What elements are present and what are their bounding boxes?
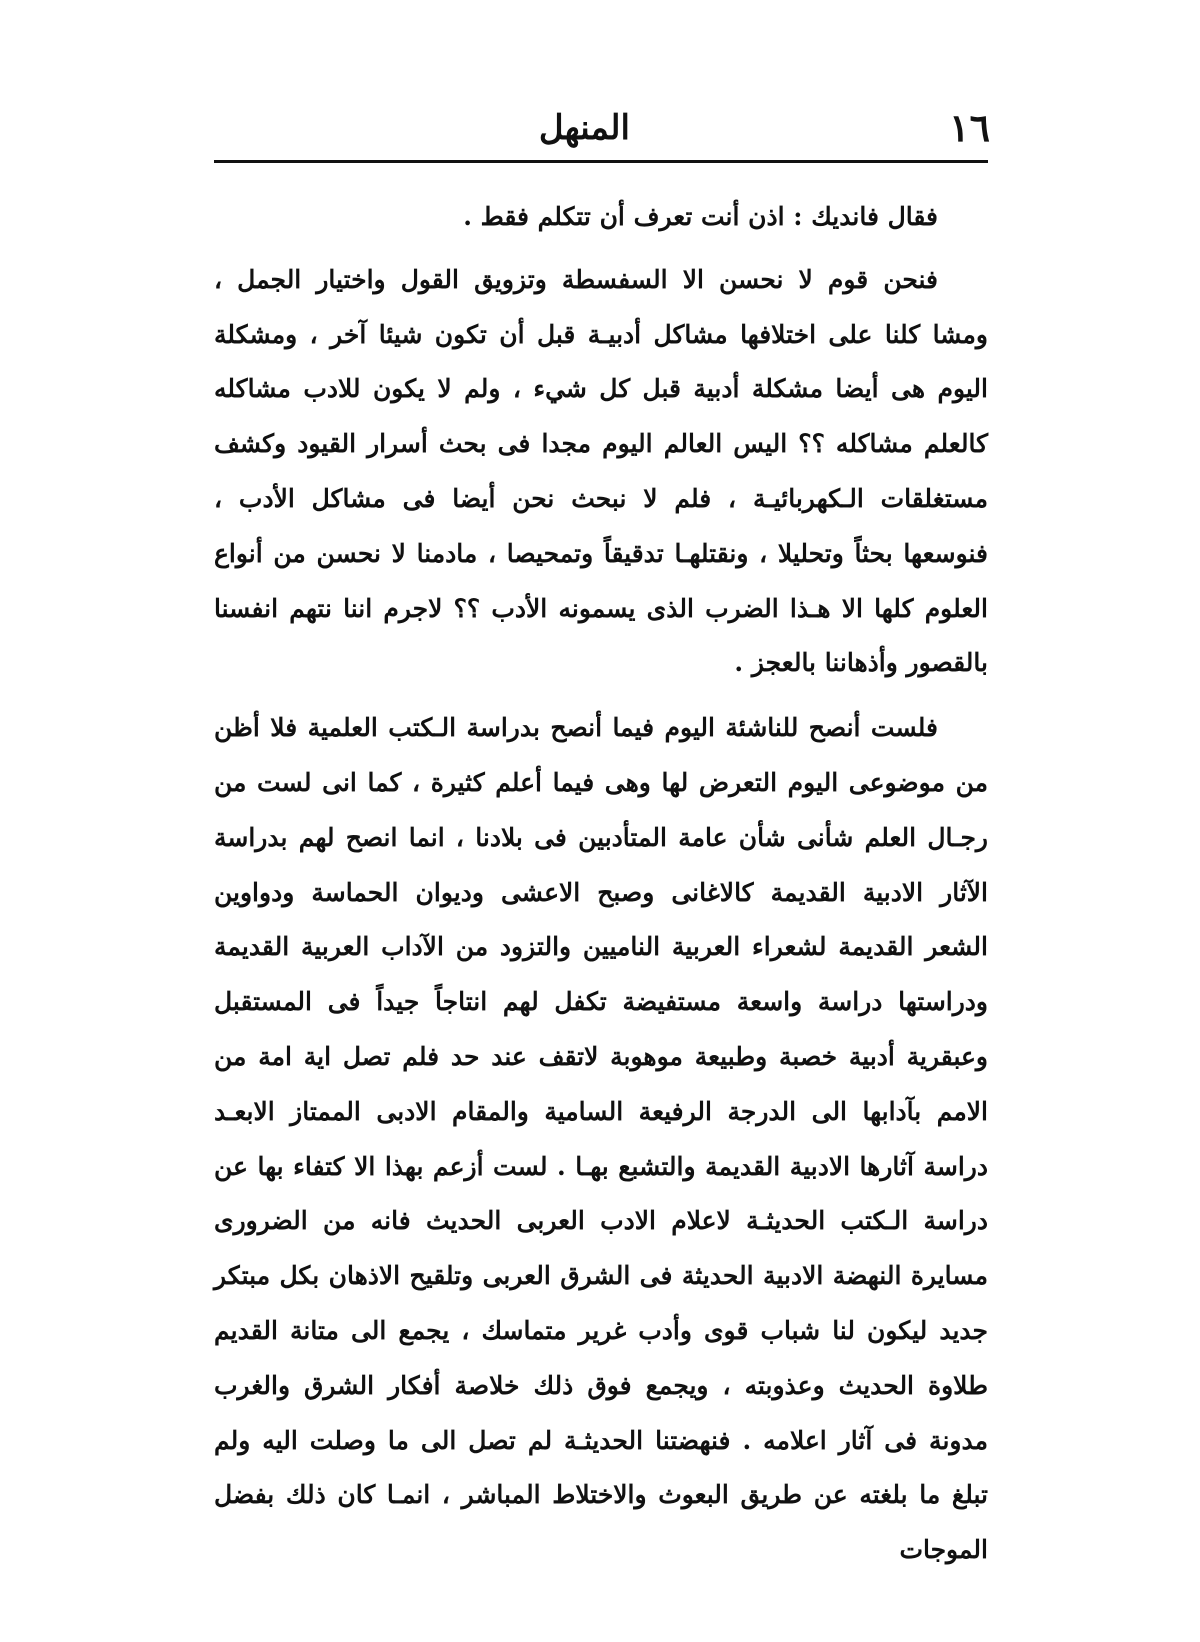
header-rule <box>214 160 988 163</box>
paragraph: فنحن قوم لا نحسن الا السفسطة وتزويق القول واختيار الجمل ، ومشا كلنا على اختلافها مشاكل أدبيـة قبل أن تكون شيئا آخر ، ومشكلة اليوم هى أيضا مشكلة أدبية قبل كل شيء ، ولم لا يكون للادب مشاكله كالعلم مشاكله ؟؟ اليس العالم اليوم مجدا فى بحث أسرار القيود وكشف مستغلقات الـكهربائيـة ، فلم لا نبحث نحن أيضا فى مشاكل الأدب ، فنوسعها بحثاً وتحليلا ، ونقتلهـا تدقيقاً وتمحيصا ، مادمنا لا نحسن من أنواع العلوم كلها الا هـذا الضرب الذى يسمونه الأدب ؟؟ لاجرم اننا نتهم انفسنا بالقصور وأذهاننا بالعجز . <box>214 264 988 678</box>
page-number: ١٦ <box>949 105 990 150</box>
paragraph: فلست أنصح للناشئة اليوم فيما أنصح بدراسة الـكتب العلمية فلا أظن من موضوعى اليوم التعرض لها وهى فيما أعلم كثيرة ، كما انى لست من رجـال العلم شأنى شأن عامة المتأدبين فى بلادنا ، انما انصح لهم بدراسة الآثار الادبية القديمة كالاغانى وصبح الاعشى وديوان الحماسة ودواوين الشعر القديمة لشعراء العربية الناميين والتزود من الآداب العربية القديمة ودراستها دراسة واسعة مستفيضة تكفل لهم انتاجاً جيداً فى المستقبل وعبقرية أدبية خصبة وطبيعة موهوبة لاتقف عند حد فلم تصل اية امة من الامم بآدابها الى الدرجة الرفيعة السامية والمقام الادبى الممتاز الابعـد دراسة آثارها الادبية القديمة والتشبع بهـا . لست أزعم بهذا الا كتفاء بها عن دراسة الـكتب الحديثـة لاعلام الادب العربى الحديث فانه من الضرورى مسايرة النهضة الادبية الحديثة فى الشرق العربى وتلقيح الاذهان بكل مبتكر جديد ليكون لنا شباب قوى وأدب غرير متماسك ، يجمع الى متانة القديم طلاوة الحديث وعذوبته ، ويجمع فوق ذلك خلاصة أفكار الشرق والغرب مدونة فى آثار اعلامه . فنهضتنا الحديثـة لم تصل الى ما وصلت اليه ولم تبلغ ما بلغته عن طريق البعوث والاختلاط المباشر ، انمـا كان ذلك بفضل الموجات <box>214 713 988 1565</box>
running-title: المنهل <box>538 108 630 148</box>
paragraph: فقال فانديك : اذن أنت تعرف أن تتكلم فقط . <box>463 202 938 231</box>
page-header <box>210 104 990 154</box>
article-body <box>214 190 988 1588</box>
